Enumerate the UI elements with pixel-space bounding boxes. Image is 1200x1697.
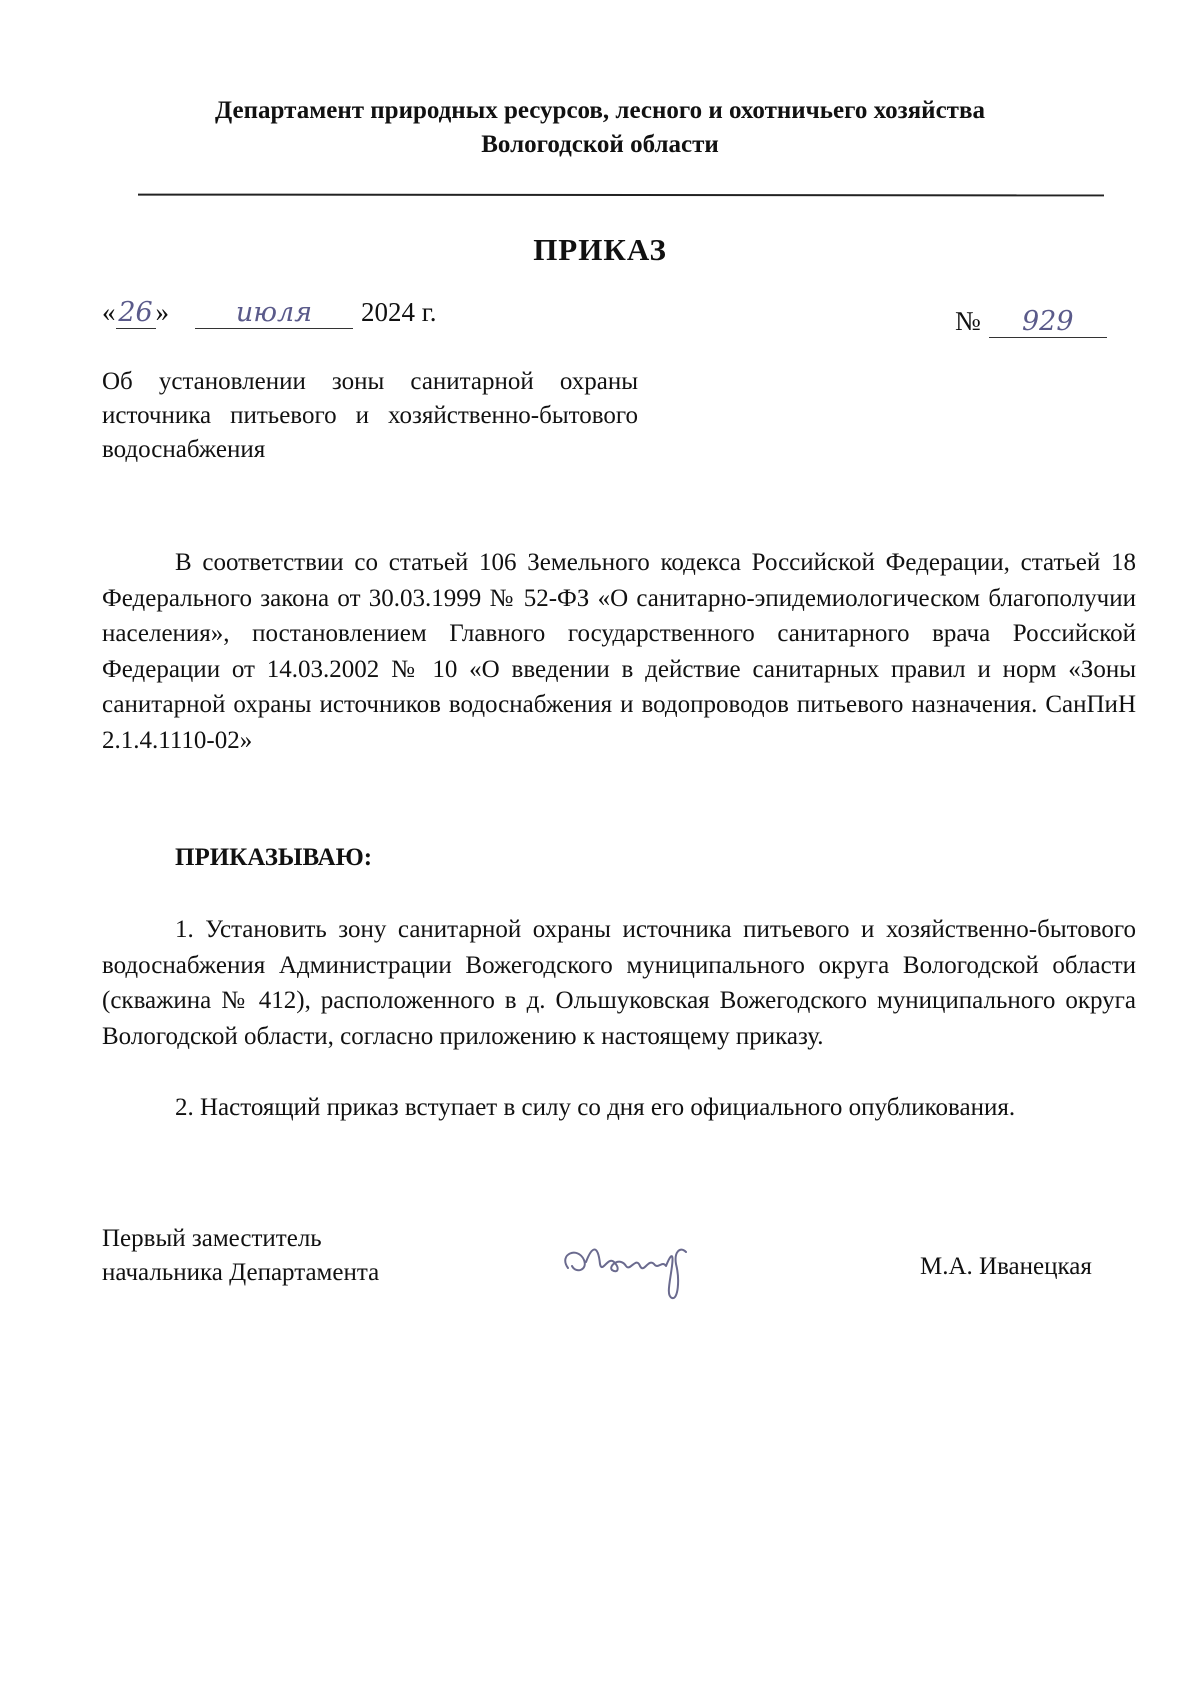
date-year: 2024 г. <box>361 297 437 327</box>
position-line2: начальника Департамента <box>102 1259 380 1286</box>
header-divider <box>138 194 1104 197</box>
order-date <box>102 297 437 329</box>
signatory-name: М.А. Иванецкая <box>920 1253 1092 1280</box>
preamble-paragraph: В соответствии со статьей 106 Земельного кодекса Российской Федерации, статьей 18 Федерального закона от 30.03.1999 № 52-ФЗ «О санитарно-эпидемиологическом благополучии населения», постановлением Главного государственного санитарного врача Российской Федерации от 14.03.2002 № 10 «О введении в действие санитарных правил и норм «Зоны санитарной охраны источников водоснабжения и водопроводов питьевого назначения. СанПиН 2.1.4.1110-02» <box>102 549 1136 754</box>
order-subject: Об установлении зоны санитарной охраны источника питьевого и хозяйственно-бытового водоснабжения <box>102 368 638 463</box>
date-month: июля <box>195 297 353 329</box>
org-name-line2: Вологодской области <box>481 131 719 158</box>
date-day: 26 <box>116 297 156 329</box>
date-close-quote: » <box>155 297 169 327</box>
order-item-2: 2. Настоящий приказ вступает в силу со дня его официального опубликования. <box>175 1094 1016 1121</box>
number-value: 929 <box>989 306 1107 338</box>
org-name-line1: Департамент природных ресурсов, лесного и охотничьего хозяйства <box>215 97 985 124</box>
order-number <box>955 306 1107 338</box>
order-item-1: 1. Установить зону санитарной охраны источника питьевого и хозяйственно-бытового водоснабжения Администрации Вожегодского муниципального округа Вологодской области (скважина № 412), расположенного в д. Ольшуковская Вожегодского муниципального округа Вологодской области, согласно приложению к настоящему приказу. <box>102 916 1136 1050</box>
position-line1: Первый заместитель <box>102 1225 322 1252</box>
signatory-position <box>102 1222 379 1290</box>
organization-header <box>0 94 1200 162</box>
document-title: ПРИКАЗ <box>533 232 667 267</box>
order-keyword: ПРИКАЗЫВАЮ: <box>175 844 373 871</box>
date-open-quote: « <box>102 297 116 327</box>
handwritten-signature <box>548 1216 728 1306</box>
number-label: № <box>955 306 981 336</box>
